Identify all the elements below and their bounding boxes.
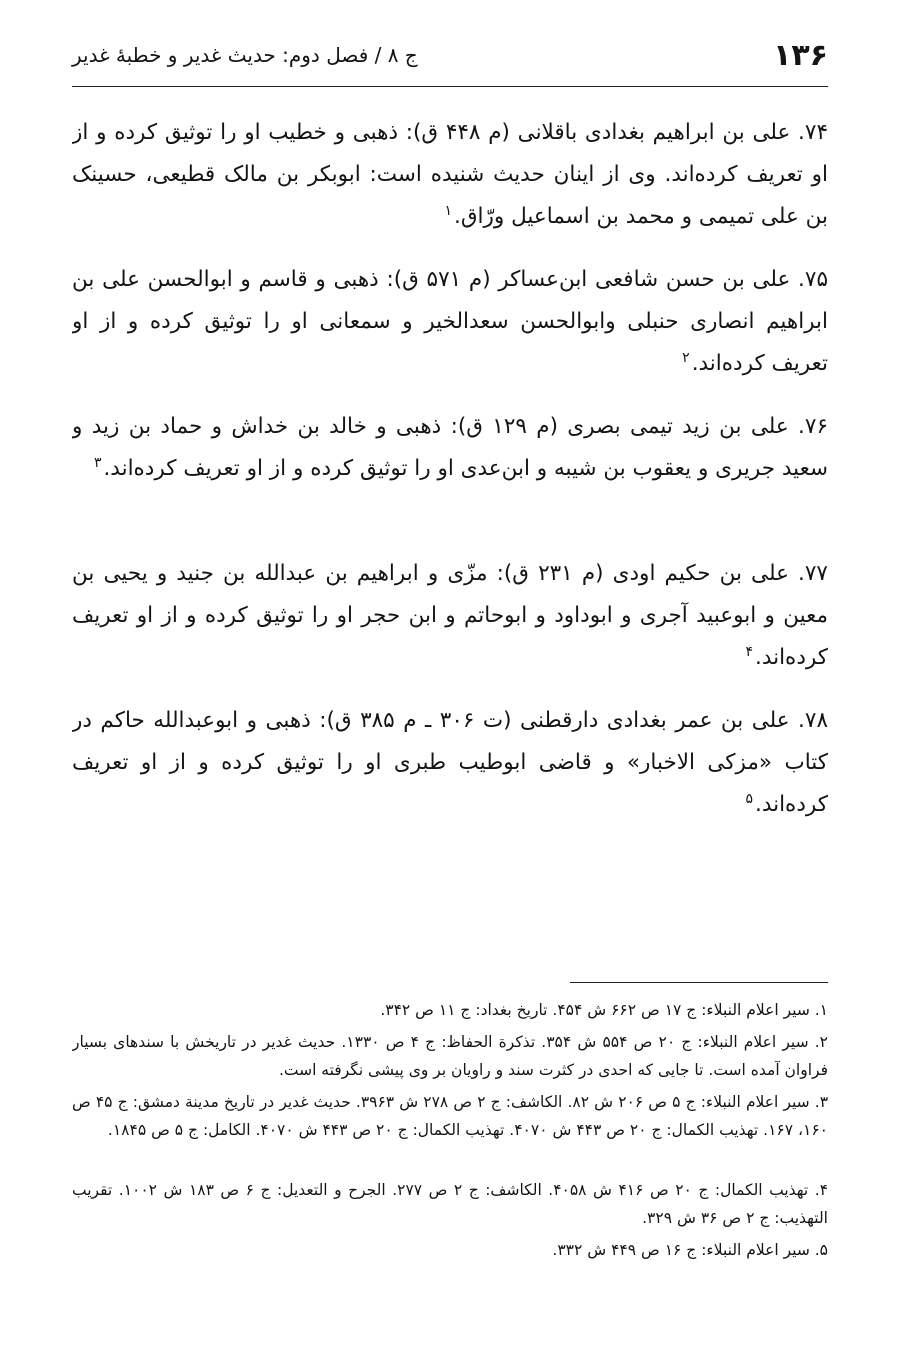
entry-text: ۷۷. علی بن حکیم اودی (م ۲۳۱ ق): مزّی و ابراهیم بن عبدالله بن جنید و یحیی بن معین و ابوعبید آجری و ابوداود و ابوحاتم و ابن حجر او را توثیق کرده و از او تعریف کرده‌اند. bbox=[72, 561, 828, 670]
footnotes bbox=[72, 996, 828, 1268]
entry-text: ۷۵. علی بن حسن شافعی ابن‌عساکر (م ۵۷۱ ق): ذهبی و قاسم و ابوالحسن علی بن ابراهیم انصاری حنبلی وابوالحسن سعدالخیر و سمعانی او را توثیق کرده و از او تعریف کرده‌اند. bbox=[72, 267, 828, 376]
footnote-divider bbox=[570, 982, 828, 983]
footnote-4: ۴. تهذیب الکمال: ج ۲۰ ص ۴۱۶ ش ۴۰۵۸. الکاشف: ج ۲ ص ۲۷۷. الجرح و التعدیل: ج ۶ ص ۱۸۳ ش ۱۰۰۲. تقریب التهذیب: ج ۲ ص ۳۶ ش ۳۲۹. bbox=[72, 1181, 828, 1227]
footnote-ref[interactable]: ۳ bbox=[93, 454, 102, 471]
entry-75 bbox=[72, 259, 828, 385]
entry-78 bbox=[72, 700, 828, 826]
footnote-ref[interactable]: ۱ bbox=[444, 202, 453, 219]
entry-text: ۷۸. علی بن عمر بغدادی دارقطنی (ت ۳۰۶ ـ م ۳۸۵ ق): ذهبی و ابوعبدالله حاکم در کتاب «مزکی الاخبار» و قاضی ابوطیب طبری او را توثیق کرده و از او تعریف کرده‌اند. bbox=[72, 708, 828, 817]
running-title: ج ۸ / فصل دوم: حدیث غدیر و خطبهٔ غدیر bbox=[72, 43, 418, 67]
footnote-ref[interactable]: ۴ bbox=[745, 643, 753, 660]
entry-77 bbox=[72, 553, 828, 679]
entry-text: ۷۴. علی بن ابراهیم بغدادی باقلانی (م ۴۴۸ ق): ذهبی و خطیب او را توثیق کرده و از او تعریف کرده‌اند. وی از اینان حدیث شنیده است: ابوبکر بن مالک قطیعی، حسینک بن علی تمیمی و محمد بن اسماعیل ورّاق. bbox=[72, 120, 828, 229]
footnote-3: ۳. سیر اعلام النبلاء: ج ۵ ص ۲۰۶ ش ۸۲. الکاشف: ج ۲ ص ۲۷۸ ش ۳۹۶۳. حدیث غدیر در تاریخ مدینة دمشق: ج ۴۵ ص ۱۶۰، ۱۶۷. تهذیب الکمال: ج ۲۰ ص ۴۴۳ ش ۴۰۷۰. تهذیب الکمال: ج ۲۰ ص ۴۴۳ ش ۴۰۷۰. الکامل: ج ۵ ص ۱۸۴۵. bbox=[72, 1093, 828, 1139]
footnote-2: ۲. سیر اعلام النبلاء: ج ۲۰ ص ۵۵۴ ش ۳۵۴. تذکرة الحفاظ: ج ۴ ص ۱۳۳۰. حدیث غدیر در تاریخش با سندهای بسیار فراوان آمده است. تا جایی که احدی در کثرت سند و راویان بر وی پیشی نگرفته است. bbox=[72, 1033, 828, 1079]
entry-text: ۷۶. علی بن زید تیمی بصری (م ۱۲۹ ق): ذهبی و خالد بن خداش و حماد بن زید و سعید جریری و یعقوب بن شیبه و ابن‌عدی او را توثیق کرده و از او تعریف کرده‌اند. bbox=[72, 414, 828, 481]
header-divider bbox=[72, 86, 828, 87]
page-header bbox=[72, 30, 828, 80]
main-text bbox=[72, 112, 828, 847]
page-number: ۱۳۶ bbox=[773, 37, 828, 73]
footnote-ref[interactable]: ۲ bbox=[682, 349, 690, 366]
entry-74 bbox=[72, 112, 828, 238]
footnote-1: ۱. سیر اعلام النبلاء: ج ۱۷ ص ۶۶۲ ش ۴۵۴. تاریخ بغداد: ج ۱۱ ص ۳۴۲. bbox=[380, 1001, 828, 1019]
footnote-ref[interactable]: ۵ bbox=[745, 790, 753, 807]
entry-76 bbox=[72, 406, 828, 532]
footnote-5: ۵. سیر اعلام النبلاء: ج ۱۶ ص ۴۴۹ ش ۳۳۲. bbox=[552, 1241, 828, 1259]
